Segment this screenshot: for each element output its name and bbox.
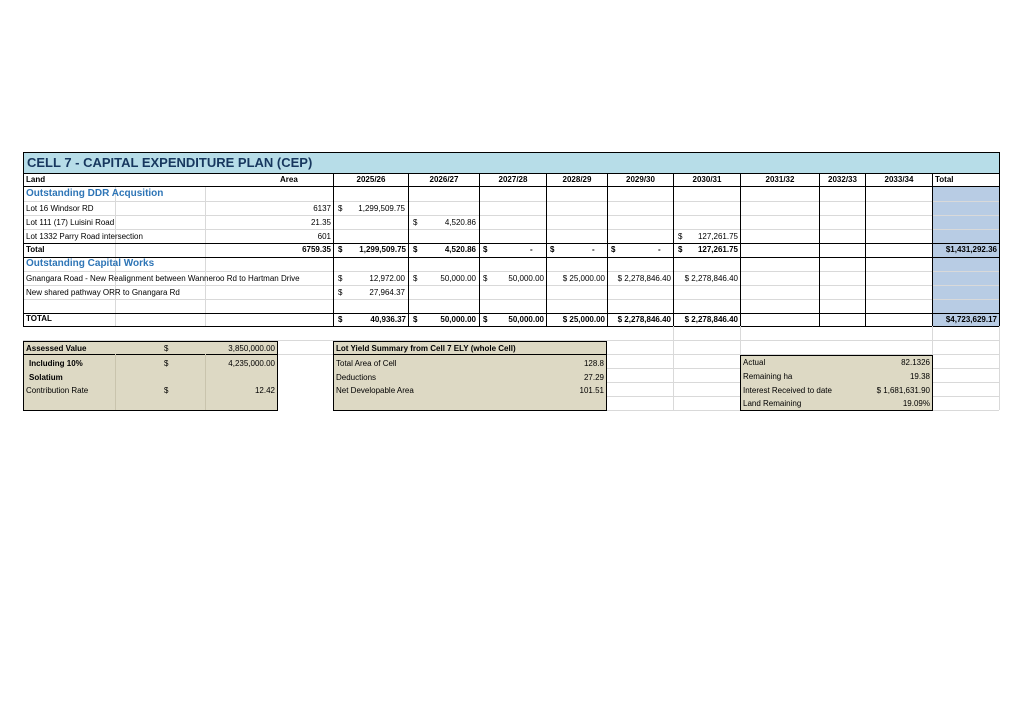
- ddr-grand-total: $1,431,292.36: [945, 245, 997, 254]
- dollar-sign: $: [338, 288, 343, 297]
- yield-value: 27.29: [583, 373, 604, 382]
- yield-label: Deductions: [336, 373, 377, 382]
- actual-label: Actual: [743, 358, 766, 367]
- works-row-value: 50,000.00: [508, 274, 544, 283]
- header-year: 2025/26: [356, 175, 386, 184]
- assessed-label: Including 10%: [29, 359, 83, 368]
- assessed-label: Contribution Rate: [26, 386, 89, 395]
- ddr-total-value: -: [592, 245, 595, 254]
- dollar-sign: $: [611, 245, 616, 254]
- works-row-land: Gnangara Road - New Realignment between Wanneroo Rd to Hartman Drive: [26, 274, 300, 283]
- ddr-total-label: Total: [26, 245, 45, 254]
- ddr-row-area: 6137: [313, 204, 331, 213]
- ddr-total-area: 6759.35: [302, 245, 331, 254]
- yield-heading: Lot Yield Summary from Cell 7 ELY (whole Cell): [336, 344, 516, 353]
- header-year: 2029/30: [626, 175, 655, 184]
- section-capital-works: Outstanding Capital Works: [26, 258, 155, 269]
- ddr-total-value: 1,299,509.75: [359, 245, 406, 254]
- assessed-value: 12.42: [254, 386, 275, 395]
- ddr-total-value: -: [658, 245, 661, 254]
- works-row-value: $ 2,278,846.40: [617, 274, 671, 283]
- total-column-fill: [932, 186, 999, 326]
- actual-value: 19.38: [909, 372, 930, 381]
- dollar-sign: $: [164, 386, 169, 395]
- dollar-sign: $: [550, 245, 555, 254]
- actual-value: $ 1,681,631.90: [876, 386, 930, 395]
- yield-value: 101.51: [579, 386, 604, 395]
- actual-label: Interest Received to date: [743, 386, 832, 395]
- header-year: 2027/28: [498, 175, 528, 184]
- dollar-sign: $: [413, 245, 418, 254]
- actual-label: Remaining ha: [743, 372, 793, 381]
- dollar-sign: $: [413, 315, 418, 324]
- works-total-value: $ 2,278,846.40: [617, 315, 671, 324]
- ddr-row-value: 127,261.75: [697, 232, 738, 241]
- works-row-value: $ 25,000.00: [562, 274, 605, 283]
- ddr-total-value: 4,520.86: [444, 245, 476, 254]
- dollar-sign: $: [164, 359, 169, 368]
- yield-label: Net Developable Area: [336, 386, 414, 395]
- works-row-value: 27,964.37: [369, 288, 405, 297]
- assessed-value: 4,235,000.00: [228, 359, 275, 368]
- header-year: 2031/32: [765, 175, 795, 184]
- ddr-row-value: 1,299,509.75: [358, 204, 405, 213]
- works-grand-total: $4,723,629.17: [945, 315, 997, 324]
- ddr-row-area: 601: [317, 232, 331, 241]
- dollar-sign: $: [413, 274, 418, 283]
- works-total-value: 40,936.37: [370, 315, 406, 324]
- dollar-sign: $: [338, 245, 343, 254]
- dollar-sign: $: [483, 274, 488, 283]
- works-row-value: 50,000.00: [440, 274, 476, 283]
- actual-value: 19.09%: [902, 399, 930, 408]
- header-year: 2026/27: [429, 175, 459, 184]
- header-land: Land: [26, 175, 46, 184]
- works-row-value: $ 2,278,846.40: [684, 274, 738, 283]
- dollar-sign: $: [413, 218, 418, 227]
- dollar-sign: $: [678, 232, 683, 241]
- yield-label: Total Area of Cell: [336, 359, 397, 368]
- works-total-label: TOTAL: [26, 314, 52, 323]
- ddr-row-land: Lot 1332 Parry Road intersection: [26, 232, 143, 241]
- works-total-value: $ 2,278,846.40: [684, 315, 738, 324]
- header-year: 2030/31: [692, 175, 722, 184]
- section-ddr: Outstanding DDR Acqusition: [26, 188, 164, 199]
- works-total-value: $ 25,000.00: [562, 315, 605, 324]
- works-row-land: New shared pathway ORR to Gnangara Rd: [26, 288, 180, 297]
- dollar-sign: $: [483, 245, 488, 254]
- page-title: CELL 7 - CAPITAL EXPENDITURE PLAN (CEP): [27, 155, 313, 170]
- dollar-sign: $: [678, 245, 683, 254]
- works-total-value: 50,000.00: [508, 315, 544, 324]
- header-total: Total: [935, 175, 954, 184]
- actual-value: 82.1326: [901, 358, 930, 367]
- header-year: 2028/29: [562, 175, 592, 184]
- dollar-sign: $: [338, 204, 343, 213]
- header-year: 2032/33: [828, 175, 857, 184]
- dollar-sign: $: [483, 315, 488, 324]
- header-area: Area: [280, 175, 298, 184]
- works-total-value: 50,000.00: [440, 315, 476, 324]
- dollar-sign: $: [164, 344, 169, 353]
- actual-label: Land Remaining: [743, 399, 802, 408]
- ddr-total-value: 127,261.75: [697, 245, 738, 254]
- assessed-value: 3,850,000.00: [228, 344, 275, 353]
- assessed-label: Assessed Value: [26, 344, 87, 353]
- ddr-row-land: Lot 16 Windsor RD: [26, 204, 94, 213]
- ddr-total-value: -: [530, 245, 533, 254]
- ddr-row-value: 4,520.86: [444, 218, 476, 227]
- dollar-sign: $: [338, 274, 343, 283]
- works-row-value: 12,972.00: [369, 274, 405, 283]
- assessed-label: Solatium: [29, 373, 63, 382]
- header-year: 2033/34: [884, 175, 914, 184]
- ddr-row-land: Lot 111 (17) Luisini Road: [26, 218, 115, 227]
- yield-value: 128.8: [583, 359, 604, 368]
- dollar-sign: $: [338, 315, 343, 324]
- ddr-row-area: 21.35: [310, 218, 331, 227]
